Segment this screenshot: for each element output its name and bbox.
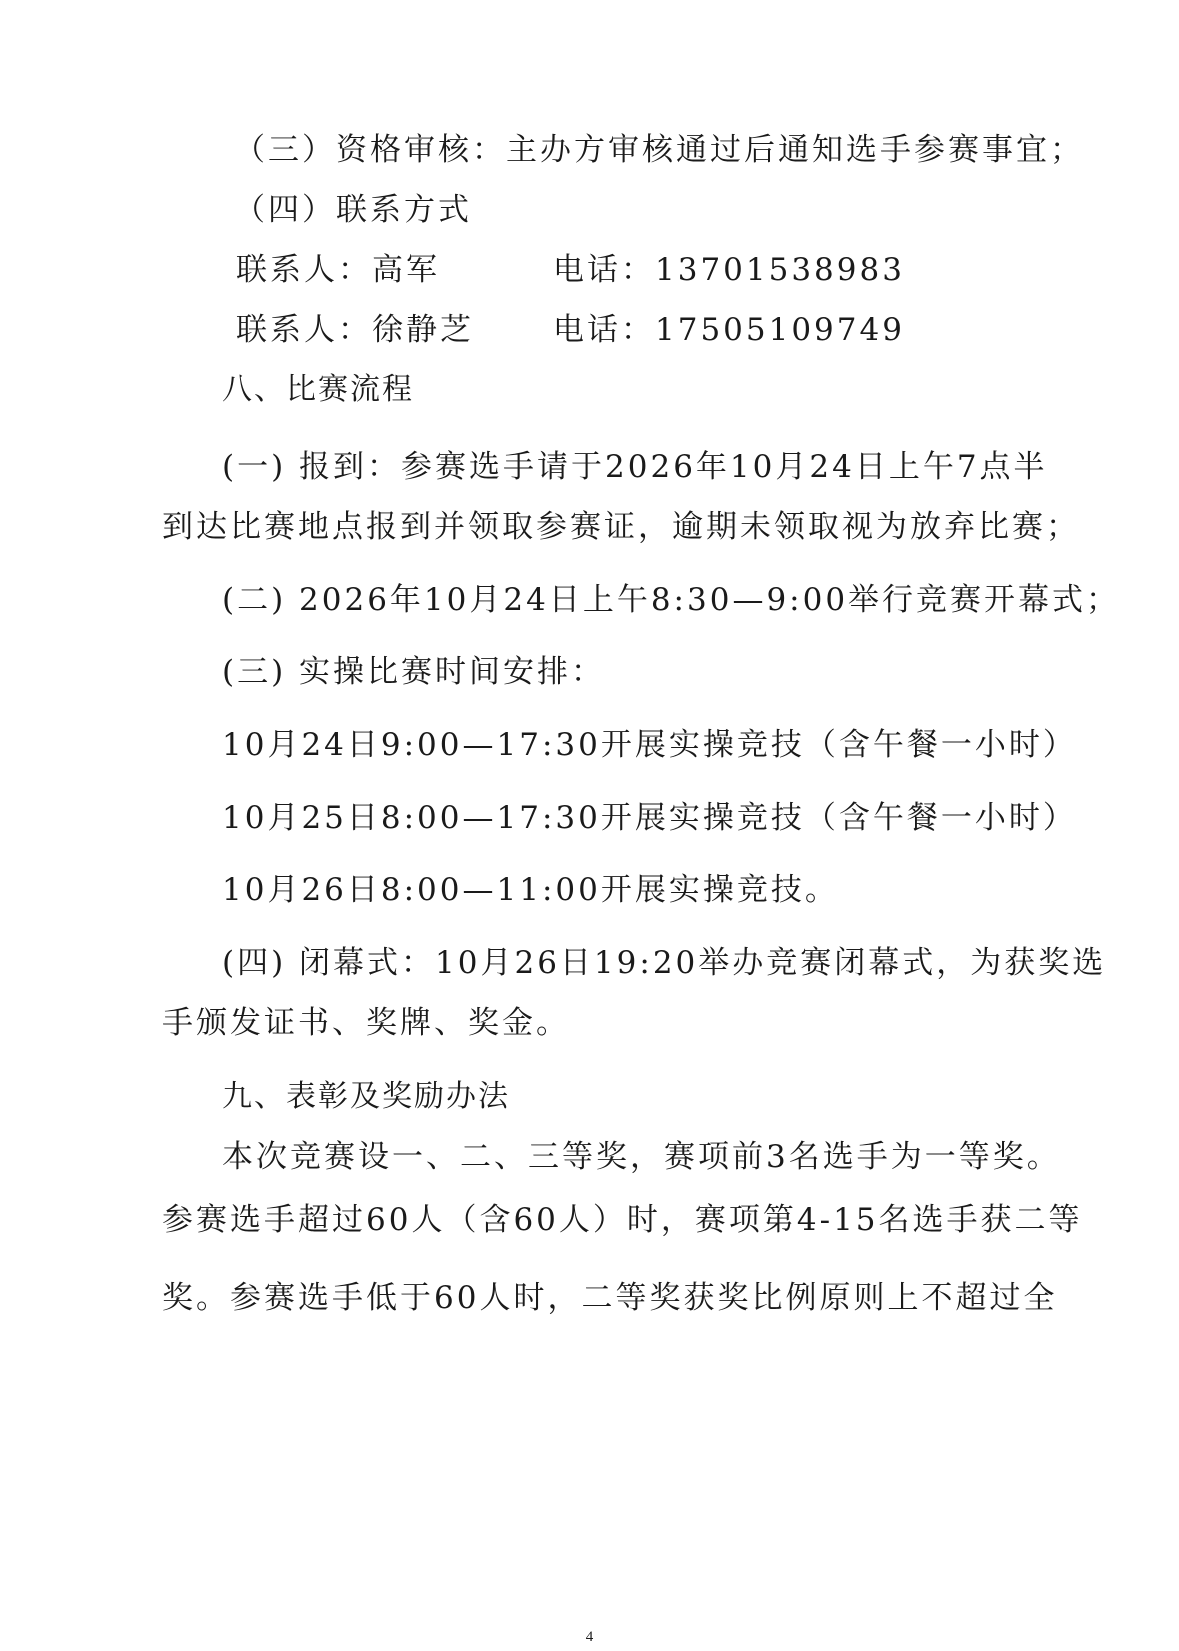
contact-person-2: 联系人：徐静芝	[236, 312, 474, 348]
contact-phone-2: 电话：17505109749	[553, 312, 905, 348]
schedule-day-1: 10月24日9:00—17:30开展实操竞技（含午餐一小时）	[222, 727, 1077, 763]
page-number: 4	[585, 1629, 594, 1645]
schedule-title: (三) 实操比赛时间安排：	[222, 654, 606, 690]
section-heading-competition-process: 八、比赛流程	[222, 372, 414, 407]
awards-paragraph-line-2: 参赛选手超过60人（含60人）时，赛项第4-15名选手获二等	[162, 1202, 1083, 1238]
awards-paragraph-line-3: 奖。参赛选手低于60人时，二等奖获奖比例原则上不超过全	[162, 1280, 1058, 1316]
section-heading-awards: 九、表彰及奖励办法	[222, 1079, 510, 1114]
qualification-review-item: （三）资格审核：主办方审核通过后通知选手参赛事宜；	[234, 132, 1084, 168]
contact-info-title: （四）联系方式	[234, 192, 472, 228]
contact-phone-1: 电话：13701538983	[553, 252, 905, 288]
closing-ceremony-line-2: 手颁发证书、奖牌、奖金。	[162, 1005, 570, 1041]
closing-ceremony-line-1: (四) 闭幕式：10月26日19:20举办竞赛闭幕式，为获奖选	[222, 945, 1107, 981]
opening-ceremony-item: (二) 2026年10月24日上午8:30—9:00举行竞赛开幕式；	[222, 582, 1121, 618]
awards-paragraph-line-1: 本次竞赛设一、二、三等奖，赛项前3名选手为一等奖。	[222, 1139, 1061, 1175]
schedule-day-3: 10月26日8:00—11:00开展实操竞技。	[222, 872, 839, 908]
registration-item-line-1: (一) 报到：参赛选手请于2026年10月24日上午7点半	[222, 449, 1048, 485]
schedule-day-2: 10月25日8:00—17:30开展实操竞技（含午餐一小时）	[222, 800, 1077, 836]
contact-person-1: 联系人：高军	[236, 252, 440, 288]
registration-item-line-2: 到达比赛地点报到并领取参赛证，逾期未领取视为放弃比赛；	[162, 509, 1080, 545]
